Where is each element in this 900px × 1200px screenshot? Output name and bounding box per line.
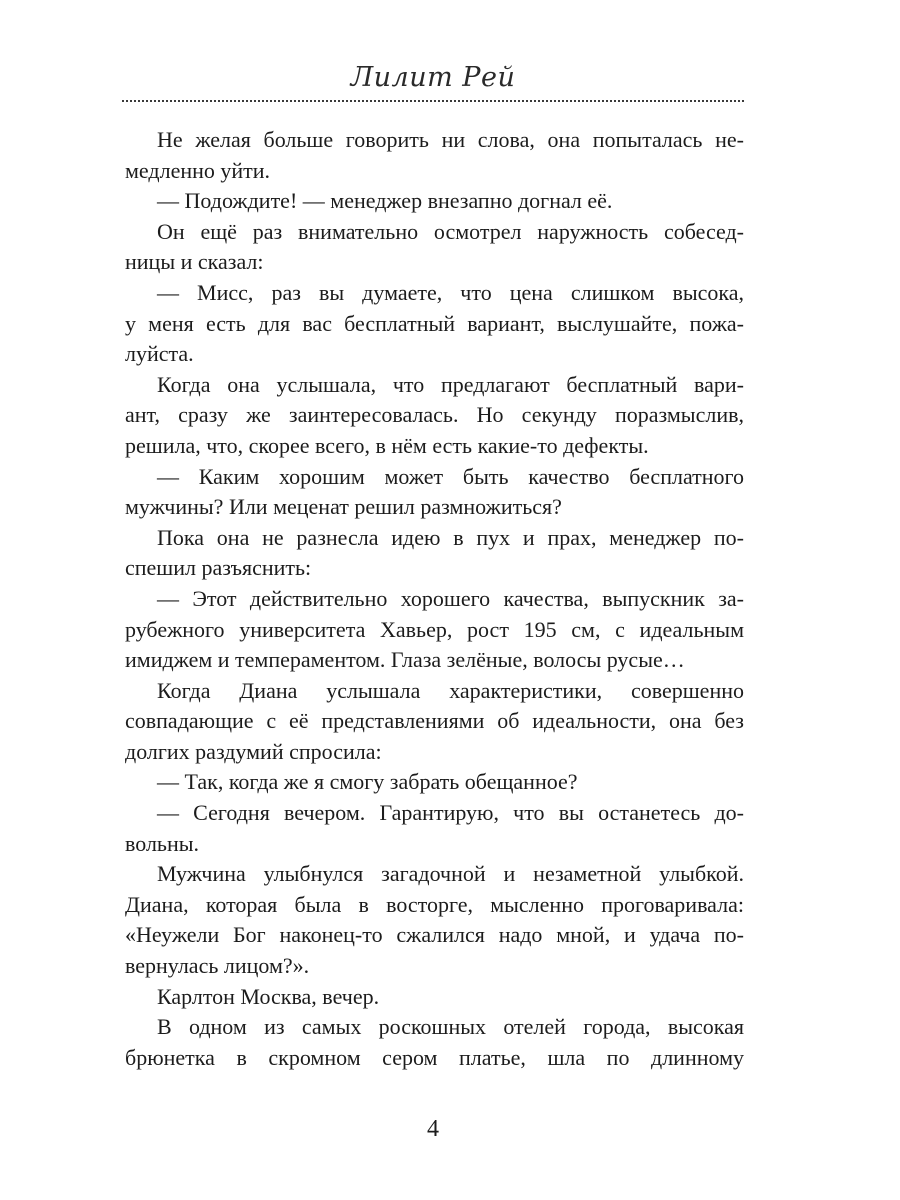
running-head-author: Лилит Рей <box>350 62 516 93</box>
text-line: Карлтон Москва, вечер. <box>157 983 380 1009</box>
text-line: вернулась лицом?». <box>125 953 310 979</box>
text-line: Мужчина улыбнулся загадочной и незаметной улыбкой. <box>157 861 744 887</box>
text-line: Диана, которая была в восторге, мысленно проговаривала: <box>125 891 744 917</box>
text-line: Когда Диана услышала характеристики, совершенно <box>157 677 744 703</box>
text-line: у меня есть для вас бесплатный вариант, выслушайте, пожа- <box>125 310 744 336</box>
header-dotted-rule <box>122 100 744 102</box>
text-line: рубежного университета Хавьер, рост 195 см, с идеальным <box>125 616 744 642</box>
text-line: Он ещё раз внимательно осмотрел наружность собесед- <box>157 218 744 244</box>
text-line: Когда она услышала, что предлагают бесплатный вари- <box>157 371 744 397</box>
body-text <box>125 125 744 1073</box>
text-line: — Каким хорошим может быть качество бесплатного <box>157 463 744 489</box>
text-line: — Сегодня вечером. Гарантирую, что вы останетесь до- <box>157 800 744 826</box>
text-line: имиджем и темпераментом. Глаза зелёные, волосы русые… <box>125 647 685 673</box>
text-line: совпадающие с её представлениями об идеальности, она без <box>125 708 744 734</box>
text-line: — Так, когда же я смогу забрать обещанное? <box>157 769 578 795</box>
text-line: ант, сразу же заинтересовалась. Но секунду поразмыслив, <box>125 402 744 428</box>
text-line: решила, что, скорее всего, в нём есть какие-то дефекты. <box>125 432 649 458</box>
text-line: Не желая больше говорить ни слова, она попыталась не- <box>157 127 744 152</box>
text-line: мужчины? Или меценат решил размножиться? <box>125 494 562 520</box>
text-line: брюнетка в скромном сером платье, шла по длинному <box>125 1044 744 1070</box>
text-line: — Мисс, раз вы думаете, что цена слишком высока, <box>157 279 744 305</box>
text-line: медленно уйти. <box>125 157 271 183</box>
text-line: вольны. <box>125 830 200 856</box>
text-line: ницы и сказал: <box>125 249 264 275</box>
text-line: спешил разъяснить: <box>125 555 312 581</box>
text-line: В одном из самых роскошных отелей города, высокая <box>157 1014 744 1040</box>
text-line: — Этот действительно хорошего качества, выпускник за- <box>157 585 744 611</box>
text-line: — Подождите! — менеджер внезапно догнал её. <box>157 188 613 214</box>
text-line: долгих раздумий спросила: <box>125 738 382 764</box>
text-line: луйста. <box>125 341 194 367</box>
text-line: Пока она не разнесла идею в пух и прах, менеджер по- <box>157 524 744 550</box>
text-line: «Неужели Бог наконец-то сжалился надо мной, и удача по- <box>125 922 744 948</box>
page-number: 4 <box>427 1116 439 1142</box>
